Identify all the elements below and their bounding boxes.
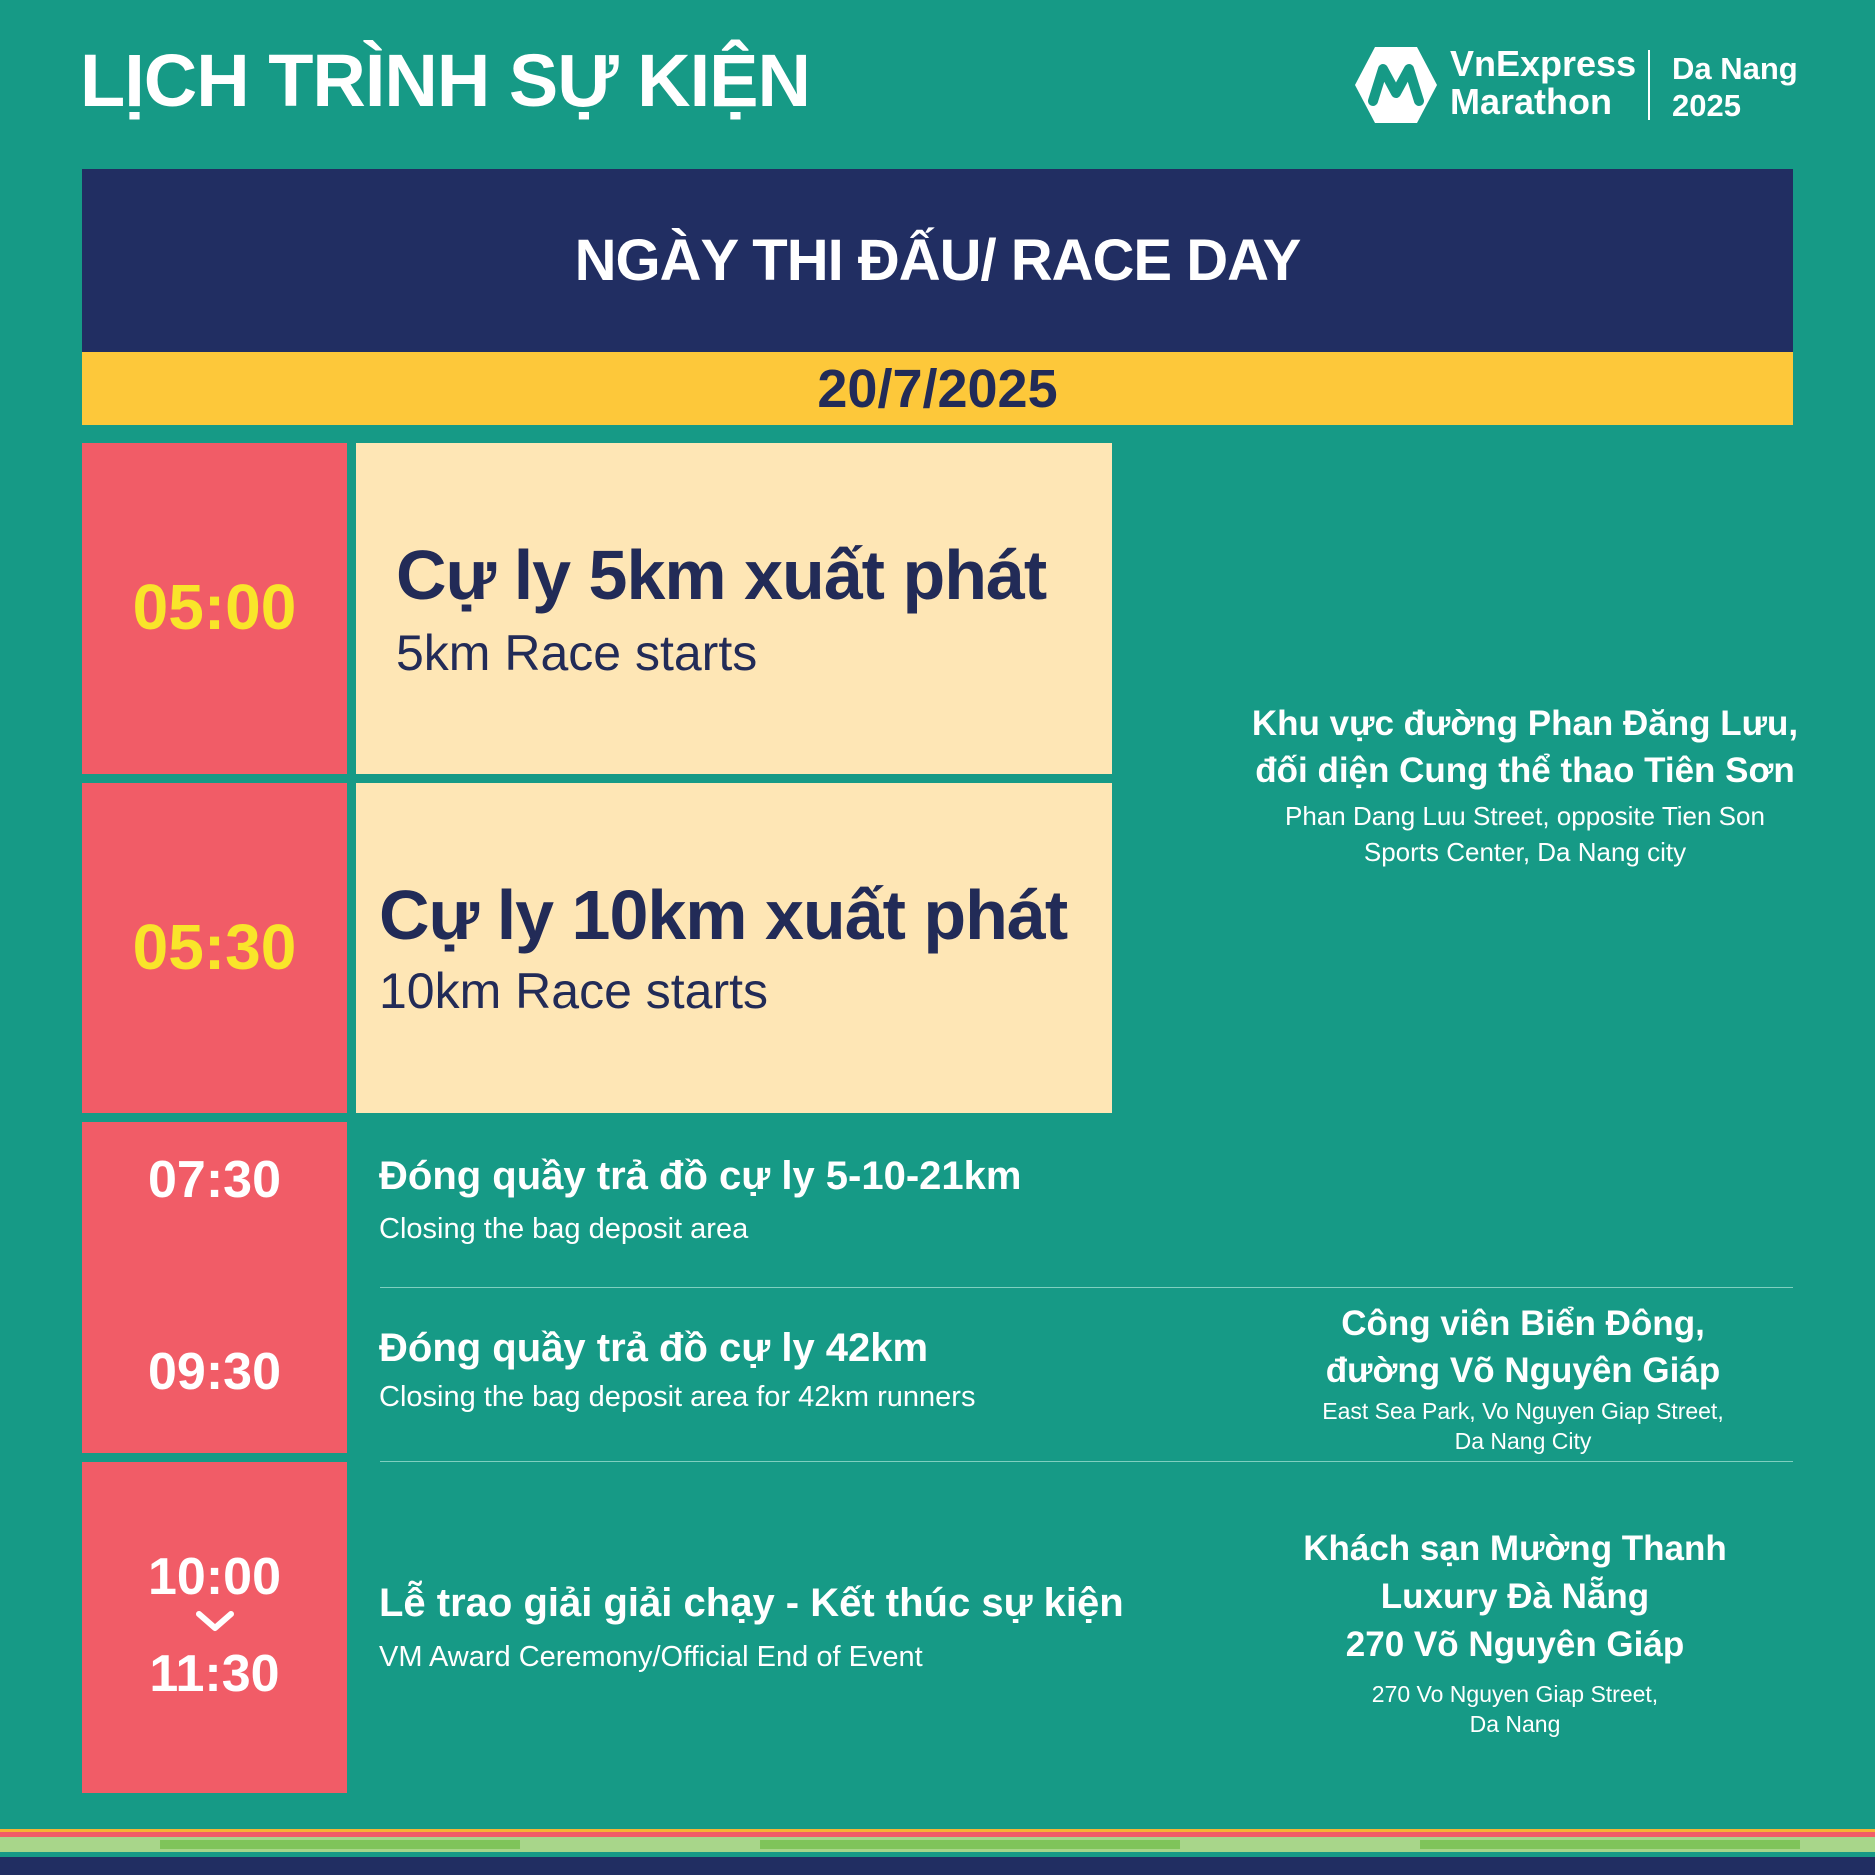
event-subtitle-bag-close-short: Closing the bag deposit area bbox=[379, 1213, 749, 1245]
event-title-award: Lễ trao giải giải chạy - Kết thúc sự kiện bbox=[379, 1581, 1124, 1625]
location-main-line1: Khách sạn Mường Thanh bbox=[1303, 1529, 1727, 1568]
location-sub-line2: Da Nang bbox=[1469, 1711, 1561, 1737]
footer-stripe bbox=[1420, 1840, 1800, 1849]
chevron-down-icon bbox=[195, 1610, 235, 1634]
location-sub-line2: Da Nang City bbox=[1454, 1428, 1592, 1454]
location-muong-thanh bbox=[1255, 1525, 1775, 1739]
time-0530: 05:30 bbox=[132, 911, 297, 983]
logo-divider bbox=[1648, 50, 1650, 120]
event-title-5km: Cự ly 5km xuất phát bbox=[396, 536, 1047, 614]
location-east-sea-park bbox=[1263, 1300, 1783, 1456]
location-sub-line1: Phan Dang Luu Street, opposite Tien Son bbox=[1285, 801, 1765, 831]
event-subtitle-5km: 5km Race starts bbox=[396, 625, 758, 681]
logo-edition bbox=[1672, 50, 1798, 124]
location-main-line3: 270 Võ Nguyên Giáp bbox=[1345, 1625, 1685, 1664]
location-main-line2: đối diện Cung thể thao Tiên Sơn bbox=[1255, 751, 1795, 790]
location-main-line2: đường Võ Nguyên Giáp bbox=[1325, 1351, 1721, 1390]
location-sub-line1: East Sea Park, Vo Nguyen Giap Street, bbox=[1322, 1398, 1724, 1424]
time-1000: 10:00 bbox=[148, 1548, 281, 1606]
event-subtitle-10km: 10km Race starts bbox=[379, 963, 769, 1019]
race-day-header bbox=[82, 169, 1793, 352]
logo-edition-line1: Da Nang bbox=[1672, 51, 1798, 86]
time-1130: 11:30 bbox=[149, 1645, 280, 1703]
location-main-line1: Công viên Biển Đông, bbox=[1341, 1304, 1705, 1343]
footer-stripe bbox=[160, 1840, 520, 1849]
row-divider bbox=[380, 1287, 1793, 1288]
time-0730: 07:30 bbox=[148, 1151, 281, 1209]
location-sub-line1: 270 Vo Nguyen Giap Street, bbox=[1371, 1681, 1659, 1707]
location-tien-son bbox=[1230, 700, 1820, 870]
location-sub-line2: Sports Center, Da Nang city bbox=[1363, 837, 1687, 867]
event-title-10km: Cự ly 10km xuất phát bbox=[379, 876, 1068, 954]
logo-edition-line2: 2025 bbox=[1672, 88, 1741, 123]
location-main-line2: Luxury Đà Nẵng bbox=[1380, 1577, 1650, 1616]
event-subtitle-award: VM Award Ceremony/Official End of Event bbox=[379, 1641, 923, 1673]
page-title: LỊCH TRÌNH SỰ KIỆN bbox=[80, 39, 810, 122]
vnexpress-marathon-logo-icon bbox=[1353, 45, 1439, 125]
event-title-bag-close-short: Đóng quầy trả đồ cự ly 5-10-21km bbox=[379, 1154, 1022, 1198]
time-0930: 09:30 bbox=[148, 1343, 281, 1401]
logo-name-line2: Marathon bbox=[1450, 81, 1612, 122]
event-subtitle-bag-close-42km: Closing the bag deposit area for 42km runners bbox=[379, 1381, 976, 1413]
footer-stripe bbox=[0, 1857, 1875, 1875]
header-title: NGÀY THI ĐẤU/ RACE DAY bbox=[574, 228, 1301, 293]
date-bar bbox=[82, 352, 1793, 425]
time-0500: 05:00 bbox=[132, 571, 297, 643]
logo-name bbox=[1450, 45, 1636, 121]
race-date: 20/7/2025 bbox=[817, 358, 1058, 419]
location-main-line1: Khu vực đường Phan Đăng Lưu, bbox=[1251, 704, 1799, 743]
event-title-bag-close-42km: Đóng quầy trả đồ cự ly 42km bbox=[379, 1326, 929, 1370]
row-divider bbox=[380, 1461, 1793, 1462]
logo-name-line1: VnExpress bbox=[1450, 43, 1637, 84]
footer-stripe bbox=[760, 1840, 1180, 1849]
